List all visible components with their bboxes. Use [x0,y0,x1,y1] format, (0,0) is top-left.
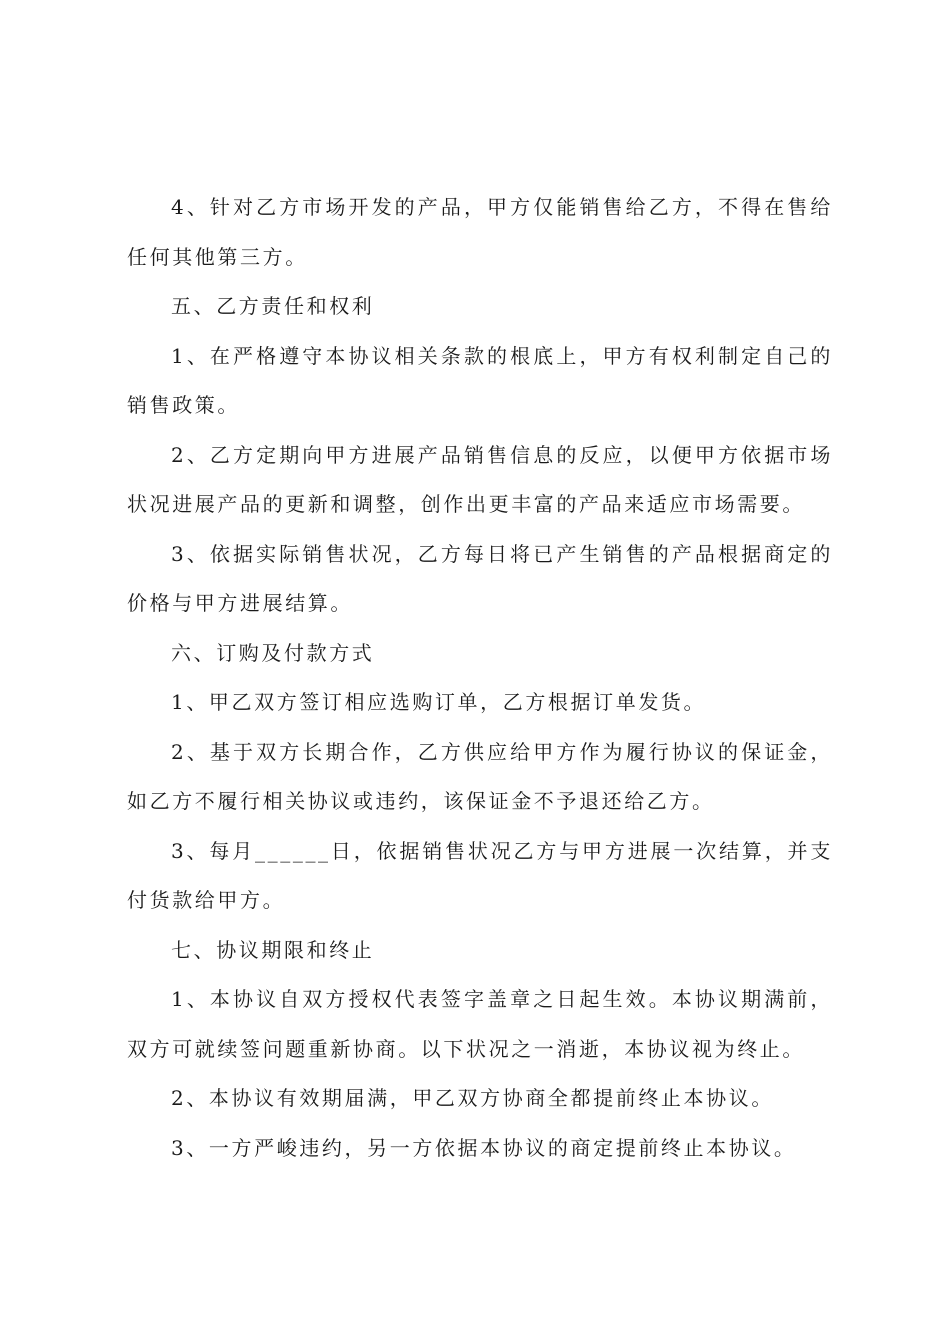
clause-2-deposit: 2、基于双方长期合作，乙方供应给甲方作为履行协议的保证金，如乙方不履行相关协议或违约，该保证金不予退还给乙方。 [127,739,833,813]
clause-3-monthly-settlement: 3、每月______日，依据销售状况乙方与甲方进展一次结算，并支付货款给甲方。 [127,838,833,912]
clause-1-sales-policy: 1、在严格遵守本协议相关条款的根底上，甲方有权利制定自己的销售政策。 [127,343,833,417]
section-heading-ordering-payment: 六、订购及付款方式 [171,640,375,665]
clause-4-exclusive-sales: 4、针对乙方市场开发的产品，甲方仅能销售给乙方，不得在售给任何其他第三方。 [127,195,833,269]
clause-3-breach-termination: 3、一方严峻违约，另一方依据本协议的商定提前终止本协议。 [171,1135,797,1160]
section-heading-party-b-duties: 五、乙方责任和权利 [171,294,375,318]
document-body [127,183,833,1173]
clause-1-effective-date: 1、本协议自双方授权代表签字盖章之日起生效。本协议期满前，双方可就续签问题重新协商。以下状况之一消逝，本协议视为终止。 [127,987,833,1061]
clause-2-expiry: 2、本协议有效期届满，甲乙双方协商全都提前终止本协议。 [171,1086,774,1110]
clause-3-daily-settlement: 3、依据实际销售状况，乙方每日将已产生销售的产品根据商定的价格与甲方进展结算。 [127,541,833,615]
clause-2-sales-feedback: 2、乙方定期向甲方进展产品销售信息的反应，以便甲方依据市场状况进展产品的更新和调整，创作出更丰富的产品来适应市场需要。 [127,442,833,516]
section-heading-term-termination: 七、协议期限和终止 [171,937,375,962]
clause-1-purchase-orders: 1、甲乙双方签订相应选购订单，乙方根据订单发货。 [171,690,707,714]
